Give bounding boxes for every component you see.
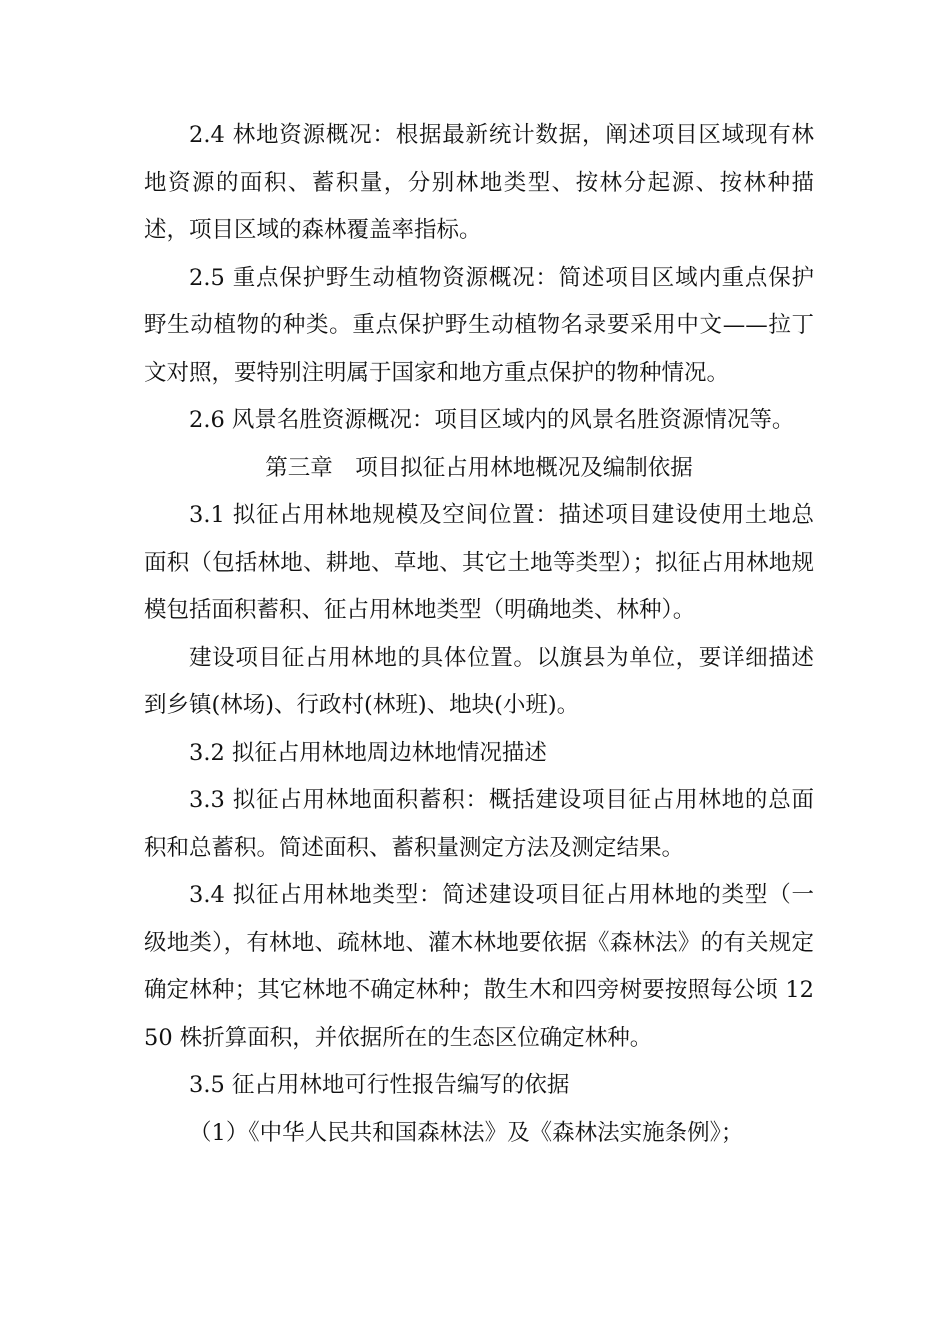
section-3-2-heading: 3.2 拟征占用林地周边林地情况描述	[189, 739, 547, 766]
section-2-6-paragraph: 2.6 风景名胜资源概况：项目区域内的风景名胜资源情况等。	[189, 407, 795, 433]
section-3-3-paragraph: 3.3 拟征占用林地面积蓄积：概括建设项目征占用林地的总面积和总蓄积。简述面积、蓄积量测定方法及测定结果。	[144, 787, 814, 861]
section-3-1-location-paragraph: 建设项目征占用林地的具体位置。以旗县为单位，要详细描述到乡镇(林场)、行政村(林班)、地块(小班)。	[144, 644, 814, 718]
section-2-4-paragraph: 2.4 林地资源概况：根据最新统计数据，阐述项目区域现有林地资源的面积、蓄积量，分别林地类型、按林分起源、按林种描述，项目区域的森林覆盖率指标。	[144, 122, 814, 243]
section-2-5-paragraph: 2.5 重点保护野生动植物资源概况：简述项目区域内重点保护野生动植物的种类。重点保护野生动植物名录要采用中文——拉丁文对照，要特别注明属于国家和地方重点保护的物种情况。	[144, 264, 814, 386]
section-3-1-paragraph: 3.1 拟征占用林地规模及空间位置：描述项目建设使用土地总面积（包括林地、耕地、草地、其它土地等类型）；拟征占用林地规模包括面积蓄积、征占用林地类型（明确地类、林种）。	[144, 502, 814, 623]
basis-list-item-1: （1）《中华人民共和国森林法》及《森林法实施条例》；	[189, 1119, 744, 1146]
chapter-3-heading: 第三章 项目拟征占用林地概况及编制依据	[265, 454, 693, 481]
document-body	[144, 112, 814, 1157]
section-3-4-paragraph: 3.4 拟征占用林地类型：简述建设项目征占用林地的类型（一级地类），有林地、疏林地、灌木林地要依据《森林法》的有关规定确定林种；其它林地不确定林种；散生木和四旁树要按照每公顷 1250 株折算面积，并依据所在的生态区位确定林种。	[144, 882, 814, 1051]
section-3-5-heading: 3.5 征占用林地可行性报告编写的依据	[189, 1072, 570, 1098]
